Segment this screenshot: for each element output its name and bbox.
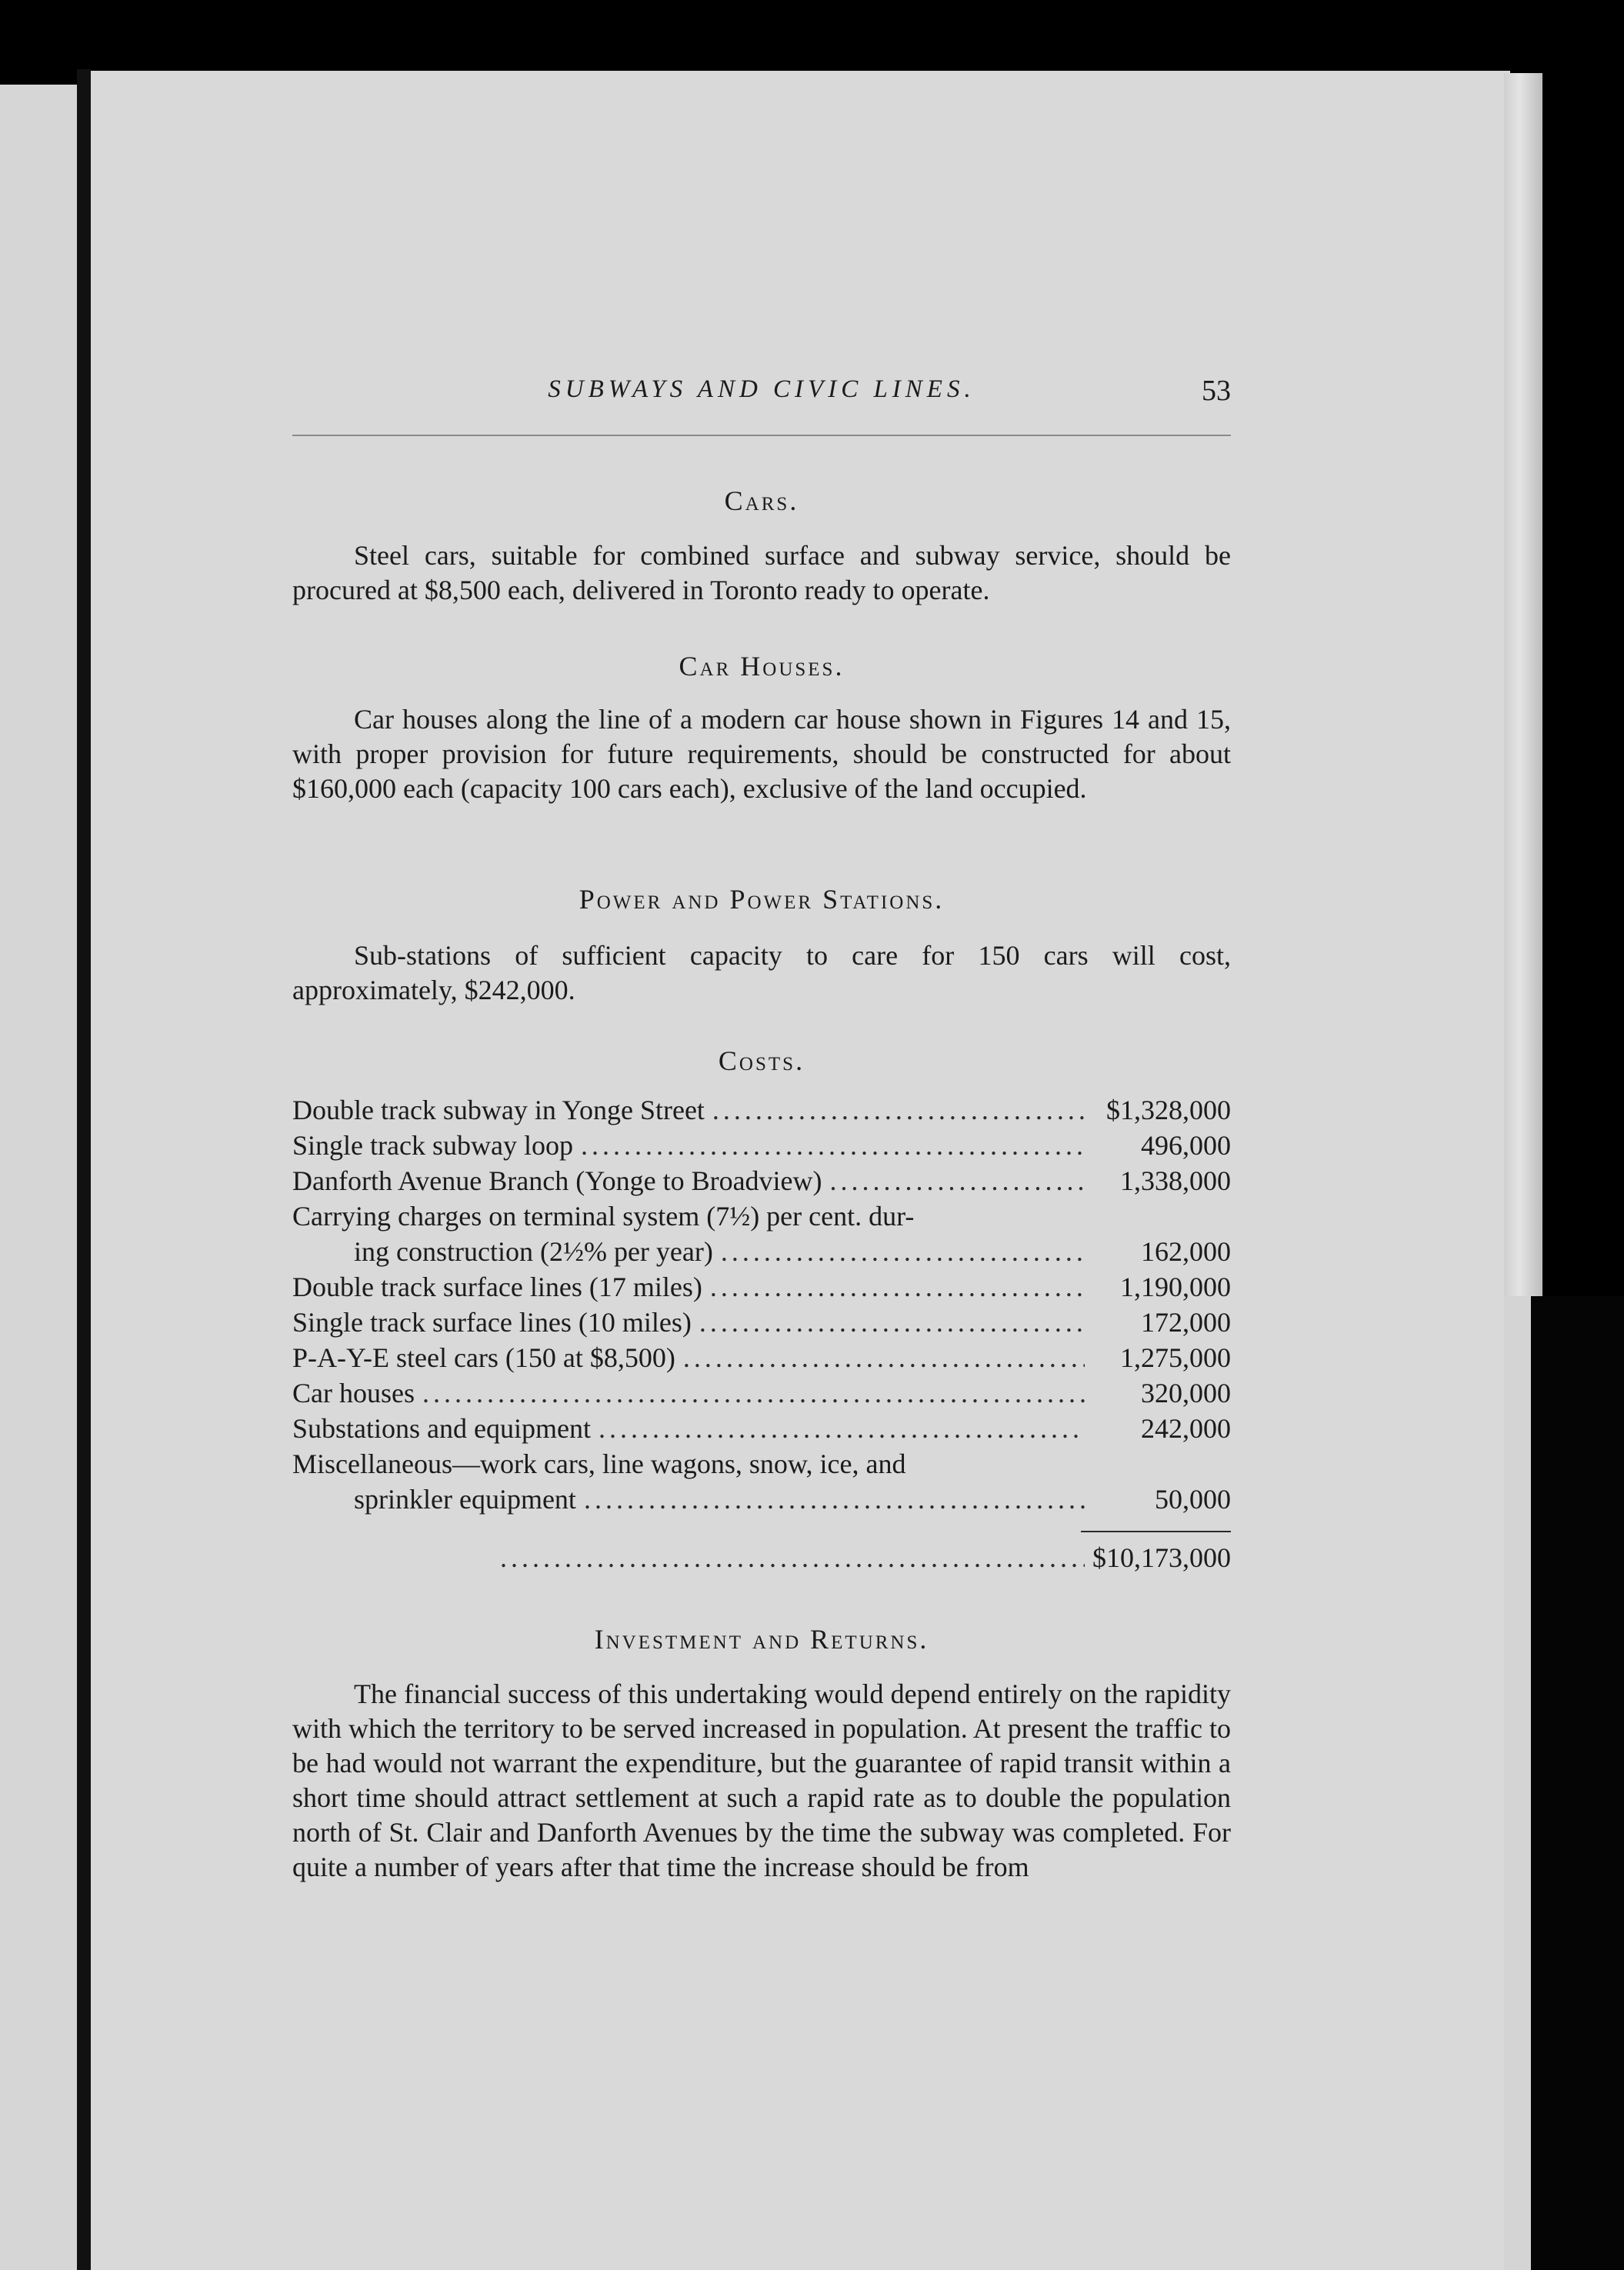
cost-row — [292, 1446, 1231, 1482]
leader-dots — [292, 1540, 1085, 1575]
book-gutter — [77, 69, 91, 2270]
facing-page-edge — [0, 85, 77, 2270]
leader-dots — [702, 1269, 1085, 1305]
cost-row — [292, 1198, 1231, 1234]
total-rule — [1081, 1531, 1231, 1532]
cars-paragraph: Steel cars, suitable for combined surface and subway service, should be procured at $8,500 each, delivered in Toronto ready to operate. — [292, 540, 1231, 605]
cost-amount: 1,338,000 — [1120, 1165, 1231, 1196]
cost-row — [292, 1128, 1231, 1163]
leader-dots — [692, 1305, 1085, 1340]
cost-amount: $1,328,000 — [1106, 1095, 1231, 1125]
costs-table — [292, 1092, 1231, 1575]
cost-item: sprinkler equipment — [354, 1484, 576, 1515]
cost-row — [292, 1305, 1231, 1340]
leader-dots — [576, 1482, 1085, 1517]
cost-item: Double track surface lines (17 miles) — [292, 1272, 702, 1302]
total-row — [292, 1540, 1231, 1575]
running-head: SUBWAYS AND CIVIC LINES. — [548, 375, 975, 403]
cost-row — [292, 1092, 1231, 1128]
cost-amount: 162,000 — [1141, 1236, 1231, 1267]
cost-item: Danforth Avenue Branch (Yonge to Broadview) — [292, 1165, 822, 1196]
car-houses-heading: Car Houses. — [679, 651, 845, 682]
cost-item: Single track subway loop — [292, 1130, 573, 1161]
cost-amount: 50,000 — [1155, 1484, 1231, 1515]
cost-amount: 172,000 — [1141, 1307, 1231, 1338]
leader-dots — [591, 1411, 1085, 1446]
leader-dots — [675, 1340, 1085, 1375]
cost-row — [292, 1163, 1231, 1198]
cost-amount: 320,000 — [1141, 1378, 1231, 1408]
leader-dots — [415, 1375, 1085, 1411]
investment-heading: Investment and Returns. — [594, 1624, 929, 1655]
cost-row — [292, 1269, 1231, 1305]
cost-amount: 1,275,000 — [1120, 1342, 1231, 1373]
page-number: 53 — [1202, 375, 1231, 407]
car-houses-paragraph: Car houses along the line of a modern car house shown in Figures 14 and 15, with proper provision for future requirements, should be constructed for about $160,000 each (capacity 100 cars each), exclusive of the land occupied. — [292, 704, 1231, 804]
cost-amount: 496,000 — [1141, 1130, 1231, 1161]
leader-dots — [713, 1234, 1085, 1269]
cars-heading: Cars. — [724, 485, 799, 516]
cost-row — [292, 1411, 1231, 1446]
cost-item: Substations and equipment — [292, 1413, 591, 1444]
leader-dots — [822, 1163, 1085, 1198]
cost-row — [292, 1340, 1231, 1375]
leader-dots — [705, 1092, 1085, 1128]
cost-item: Double track subway in Yonge Street — [292, 1095, 705, 1125]
header-rule — [292, 435, 1231, 436]
cost-item: Car houses — [292, 1378, 415, 1408]
cost-amount: 242,000 — [1141, 1413, 1231, 1444]
cost-row — [292, 1375, 1231, 1411]
costs-heading: Costs. — [718, 1045, 805, 1076]
cost-item: Single track surface lines (10 miles) — [292, 1307, 692, 1338]
cost-row — [292, 1482, 1231, 1517]
cost-row — [292, 1234, 1231, 1269]
scan-background — [1531, 1296, 1624, 2270]
power-paragraph: Sub-stations of sufficient capacity to care for 150 cars will cost, approximately, $242,000. — [292, 940, 1231, 1005]
cost-item: P-A-Y-E steel cars (150 at $8,500) — [292, 1342, 675, 1373]
page-fore-edge — [1504, 73, 1542, 1296]
investment-paragraph: The financial success of this undertaking would depend entirely on the rapidity with which the territory to be served increased in population. At present the traffic to be had would not warrant the expenditure, but the guarantee of rapid transit within a short time should attract settlement at such a rapid rate as to double the population north of St. Clair and Danforth Avenues by the time the subway was completed. For quite a number of years after that time the increase should be from — [292, 1678, 1231, 1882]
cost-item: Miscellaneous—work cars, line wagons, snow, ice, and — [292, 1448, 906, 1479]
cost-item: ing construction (2½% per year) — [354, 1236, 713, 1267]
leader-dots — [573, 1128, 1085, 1163]
cost-item: Carrying charges on terminal system (7½) per cent. dur- — [292, 1201, 915, 1232]
cost-amount: 1,190,000 — [1120, 1272, 1231, 1302]
total-amount: $10,173,000 — [1092, 1542, 1231, 1573]
page-fore-edge-lower — [1504, 1296, 1535, 2270]
power-heading: Power and Power Stations. — [579, 884, 945, 915]
